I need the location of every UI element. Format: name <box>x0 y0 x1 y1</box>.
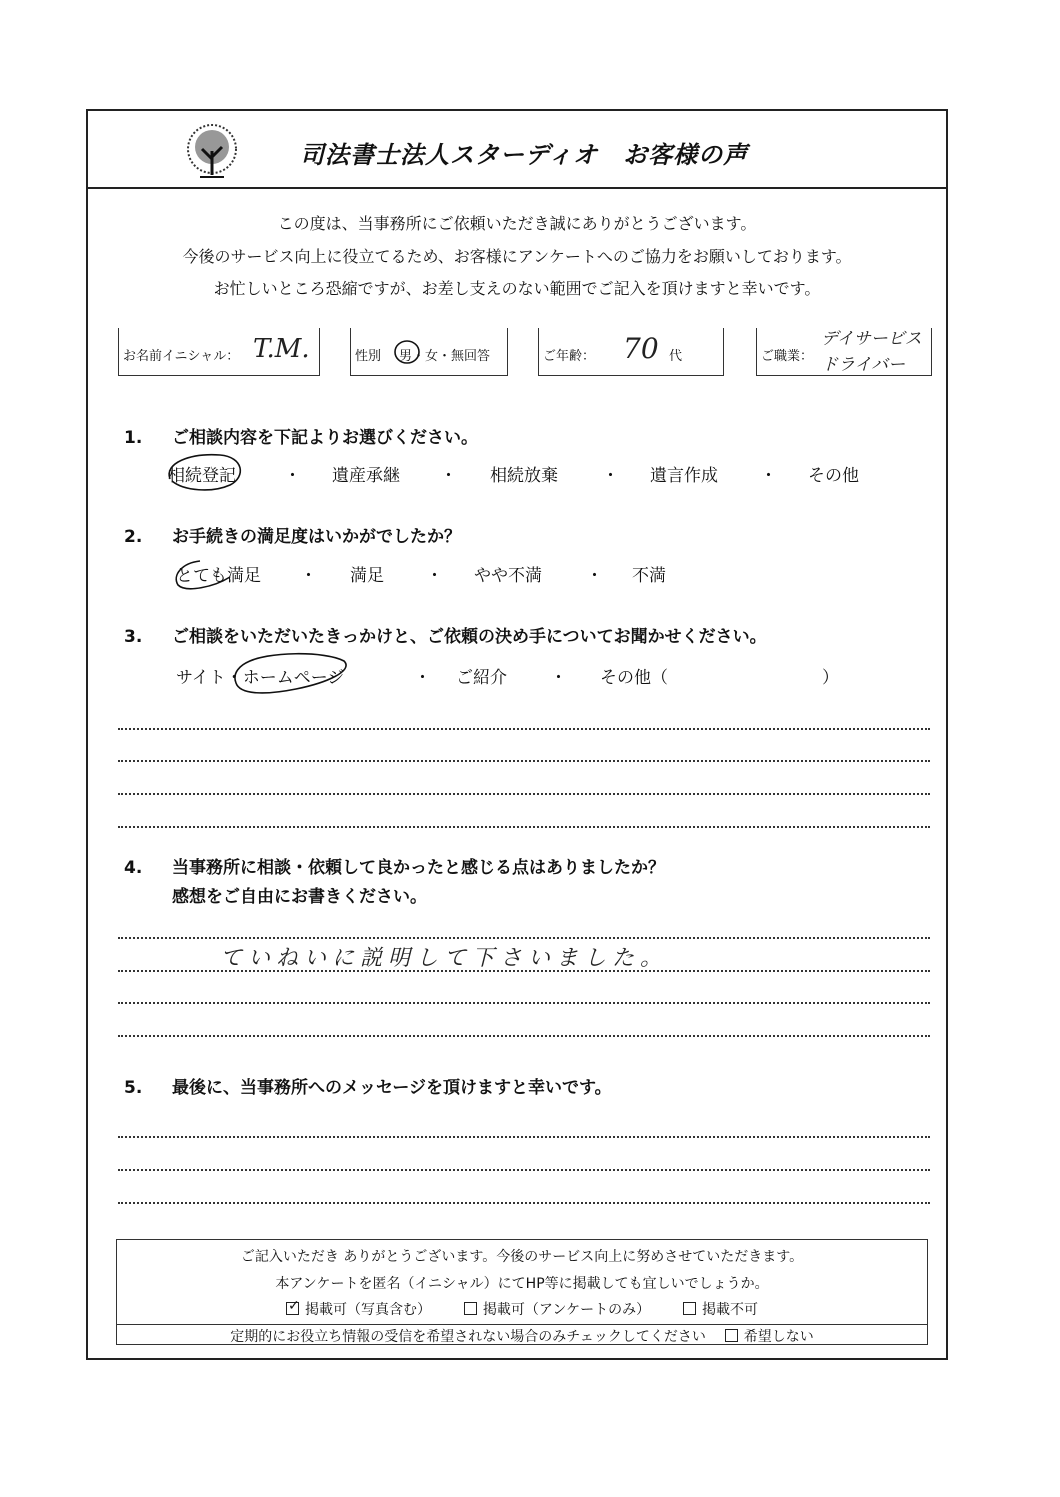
question-4-subtext: 感想をご自由にお書きください。 <box>172 887 427 907</box>
tree-logo-icon <box>180 121 244 185</box>
newsletter-option[interactable]: 希望しない <box>743 1329 814 1345</box>
gender-selection-circle <box>393 336 423 366</box>
option-separator: ・ <box>602 466 619 486</box>
permission-checkbox-survey-only[interactable] <box>464 1302 477 1315</box>
intro-line-3: お忙しいところ恐縮ですが、お差し支えのない範囲でご記入を頂けますと幸いです。 <box>213 279 821 298</box>
answer-line <box>118 937 930 939</box>
initial-label: お名前イニシャル： <box>123 349 240 364</box>
question-4-answer[interactable]: ていねいに説明して下さいました。 <box>220 946 669 971</box>
age-box <box>538 328 724 376</box>
question-text: 当事務所に相談・依頼して良かったと感じる点はありましたか？ <box>172 858 665 878</box>
footer-divider <box>117 1324 927 1325</box>
age-value[interactable]: 70 <box>623 332 659 365</box>
age-label: ご年齢： <box>543 349 596 364</box>
option-separator: ・ <box>284 466 301 486</box>
permission-checkbox-photo[interactable] <box>286 1298 300 1315</box>
question-2 <box>124 522 461 547</box>
question-4 <box>124 853 665 878</box>
answer-line <box>118 728 930 730</box>
answer-line <box>118 1169 930 1171</box>
option-separator: ・ <box>300 566 317 586</box>
option-somewhat-dissatisfied[interactable]: やや不満 <box>474 566 542 586</box>
form-header <box>88 111 946 189</box>
option-website[interactable]: サイト・ホームページ <box>176 668 345 688</box>
option-close-paren: ） <box>822 668 839 688</box>
option-inheritance-registration[interactable]: 相続登記 <box>168 466 236 486</box>
newsletter-checkbox[interactable] <box>725 1329 738 1342</box>
consent-section <box>116 1239 928 1345</box>
question-1-options <box>168 461 908 487</box>
page-title: 司法書士法人スターディオ お客様の声 <box>300 141 749 169</box>
permission-option-survey-only[interactable]: 掲載可（アンケートのみ） <box>482 1302 651 1318</box>
option-separator: ・ <box>414 668 431 688</box>
thanks-text: ご記入いただき ありがとうございます。今後のサービス向上に努めさせていただきます。 <box>240 1249 804 1265</box>
question-number: 4. <box>124 858 143 878</box>
permission-checkbox-not-allowed[interactable] <box>683 1302 696 1315</box>
option-separator: ・ <box>586 566 603 586</box>
gender-options[interactable]: 男・女・無回答 <box>399 349 491 364</box>
option-satisfied[interactable]: 満足 <box>350 566 384 586</box>
intro-line-2: 今後のサービス向上に役立てるため、お客様にアンケートへのご協力をお願いしております。 <box>182 247 852 266</box>
option-separator: ・ <box>760 466 777 486</box>
permission-option-photo[interactable]: 掲載可（写真含む） <box>305 1302 431 1318</box>
question-text: ご相談をいただいたきっかけと、ご依頼の決め手についてお聞かせください。 <box>172 627 767 647</box>
answer-line <box>118 760 930 762</box>
question-5 <box>124 1073 612 1098</box>
option-inheritance-renunciation[interactable]: 相続放棄 <box>490 466 558 486</box>
question-number: 1. <box>124 428 143 448</box>
survey-form <box>86 109 948 1360</box>
job-label: ご職業： <box>761 349 814 364</box>
newsletter-row <box>117 1326 927 1346</box>
answer-line <box>118 970 930 972</box>
age-suffix: 代 <box>669 349 683 364</box>
option-dissatisfied[interactable]: 不満 <box>632 566 666 586</box>
initial-box <box>118 328 320 376</box>
question-2-options <box>176 561 776 587</box>
option-other[interactable]: その他（ <box>600 668 668 688</box>
answer-line <box>118 1002 930 1004</box>
question-number: 2. <box>124 527 143 547</box>
question-3-options <box>176 663 856 689</box>
q1-selection-circle <box>160 449 250 499</box>
newsletter-text: 定期的にお役立ち情報の受信を希望されない場合のみチェックしてください <box>230 1329 706 1345</box>
check-mark-icon: ✓ <box>288 1298 300 1314</box>
answer-line <box>118 793 930 795</box>
permission-question: 本アンケートを匿名（イニシャル）にてHP等に掲載しても宜しいでしょうか。 <box>275 1276 769 1292</box>
job-box <box>756 328 932 376</box>
question-1 <box>124 423 478 448</box>
q3-selection-circle <box>226 649 356 705</box>
option-separator: ・ <box>550 668 567 688</box>
gender-label: 性別 <box>355 349 382 364</box>
initial-value[interactable]: T.M. <box>253 334 310 364</box>
question-number: 3. <box>124 627 143 647</box>
question-text: ご相談内容を下記よりお選びください。 <box>172 428 478 448</box>
answer-line <box>118 1136 930 1138</box>
answer-line <box>118 1202 930 1204</box>
option-other[interactable]: その他 <box>808 466 859 486</box>
option-will-creation[interactable]: 遺言作成 <box>650 466 718 486</box>
permission-option-not-allowed[interactable]: 掲載不可 <box>701 1302 758 1318</box>
option-estate-succession[interactable]: 遺産承継 <box>332 466 400 486</box>
option-referral[interactable]: ご紹介 <box>456 668 507 688</box>
job-value-line2[interactable]: ドライバー <box>821 355 906 375</box>
option-separator: ・ <box>440 466 457 486</box>
question-3 <box>124 622 767 647</box>
question-text: お手続きの満足度はいかがでしたか？ <box>172 527 461 547</box>
question-number: 5. <box>124 1078 143 1098</box>
option-very-satisfied[interactable]: とても満足 <box>176 566 261 586</box>
gender-box <box>350 328 508 376</box>
question-text: 最後に、当事務所へのメッセージを頂けますと幸いです。 <box>172 1078 612 1098</box>
option-separator: ・ <box>426 566 443 586</box>
answer-line <box>118 826 930 828</box>
answer-line <box>118 1035 930 1037</box>
job-value-line1[interactable]: デイサービス <box>821 329 922 349</box>
intro-line-1: この度は、当事務所にご依頼いただき誠にありがとうございます。 <box>277 214 757 233</box>
q2-selection-mark <box>170 557 250 597</box>
permission-options <box>117 1299 927 1319</box>
